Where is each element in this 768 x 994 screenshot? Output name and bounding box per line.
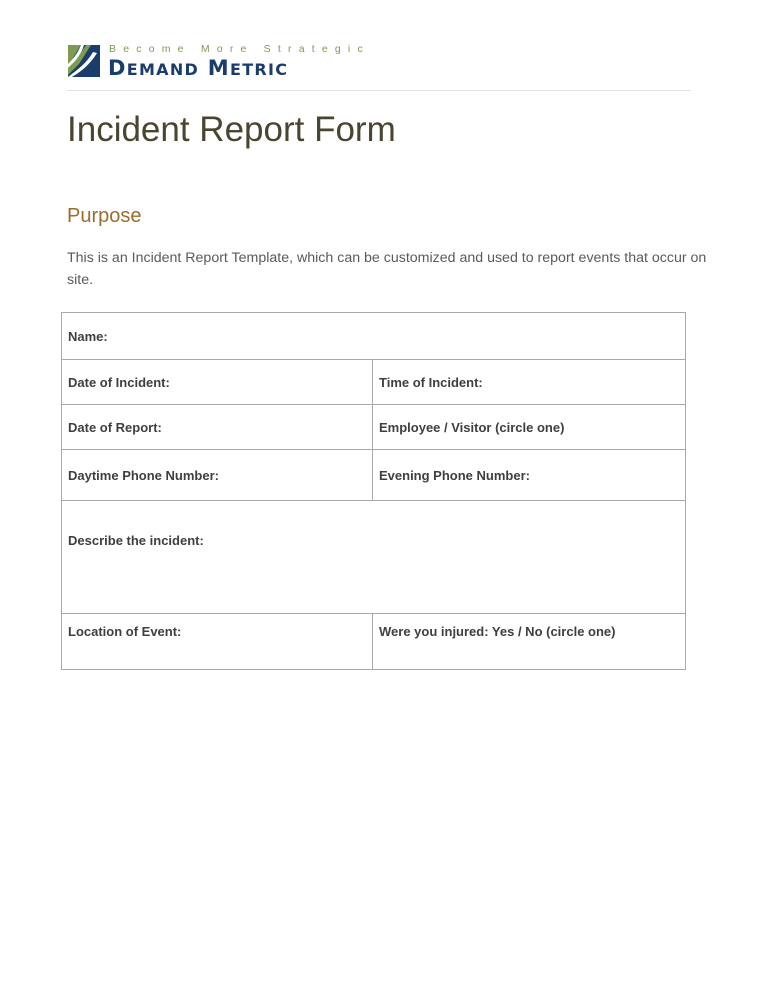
injured-label: Were you injured: Yes / No (circle one) xyxy=(379,624,616,639)
form-row-name xyxy=(62,313,686,360)
form-row-description xyxy=(62,501,686,614)
header-divider xyxy=(67,90,691,91)
brand-tagline: Become More Strategic xyxy=(109,43,370,55)
brand-rest-etric: ETRIC xyxy=(229,60,289,79)
brand-rest-emand: EMAND xyxy=(126,60,200,79)
form-row-report xyxy=(62,405,686,450)
evening-phone-field[interactable] xyxy=(373,450,686,501)
brand-name xyxy=(108,56,288,80)
location-of-event-field[interactable] xyxy=(62,614,373,670)
date-of-incident-label: Date of Incident: xyxy=(68,374,170,390)
describe-incident-label: Describe the incident: xyxy=(68,532,204,548)
form-row-location xyxy=(62,614,686,670)
page-title: Incident Report Form xyxy=(67,110,396,149)
employee-visitor-label: Employee / Visitor (circle one) xyxy=(379,419,565,435)
incident-form-table xyxy=(61,312,686,670)
purpose-heading: Purpose xyxy=(67,205,142,227)
name-label: Name: xyxy=(68,328,108,344)
brand-initial-d: D xyxy=(108,56,127,80)
form-row-phone xyxy=(62,450,686,501)
describe-incident-field[interactable] xyxy=(62,501,686,614)
demand-metric-logo-icon xyxy=(67,44,101,78)
purpose-description: This is an Incident Report Template, which can be customized and used to report events that occur on site. xyxy=(67,250,707,288)
injured-field[interactable] xyxy=(373,614,686,670)
form-row-incident-datetime xyxy=(62,360,686,405)
time-of-incident-label: Time of Incident: xyxy=(379,374,483,390)
date-of-report-label: Date of Report: xyxy=(68,419,162,435)
evening-phone-label: Evening Phone Number: xyxy=(379,467,530,483)
location-of-event-label: Location of Event: xyxy=(68,624,182,639)
time-of-incident-field[interactable] xyxy=(373,360,686,405)
employee-visitor-field[interactable] xyxy=(373,405,686,450)
daytime-phone-label: Daytime Phone Number: xyxy=(68,467,219,483)
brand-logo xyxy=(67,42,370,82)
date-of-report-field[interactable] xyxy=(62,405,373,450)
daytime-phone-field[interactable] xyxy=(62,450,373,501)
name-field[interactable] xyxy=(62,313,686,360)
brand-initial-m: M xyxy=(207,56,230,80)
date-of-incident-field[interactable] xyxy=(62,360,373,405)
